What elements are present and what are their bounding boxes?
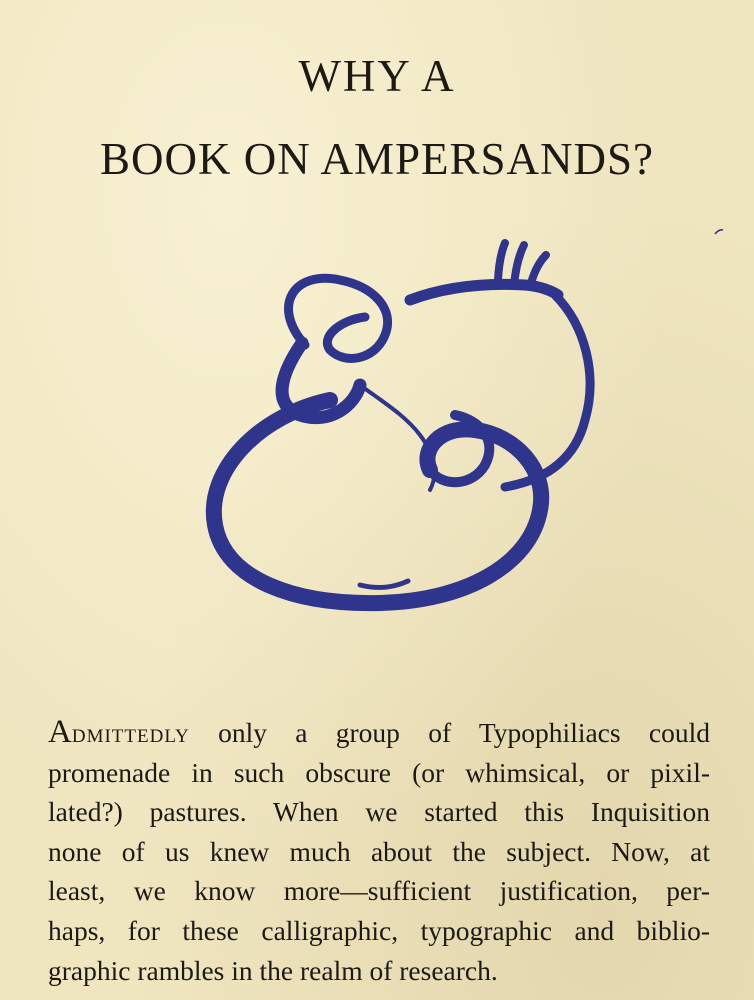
- ink-speck-icon: [714, 228, 724, 236]
- body-line-1: [48, 713, 710, 753]
- calligraphic-ampersand-icon: [180, 225, 610, 645]
- body-line-5: least, we know more—sufficient justification, per-: [48, 875, 710, 907]
- ampersand-flourish-2: [514, 245, 524, 285]
- ampersand-tail: [360, 581, 408, 588]
- body-line-2: promenade in such obscure (or whimsical, or pixil-: [48, 756, 710, 788]
- ampersand-lower-bowl: [214, 400, 541, 603]
- page-title-line-1: WHY A: [298, 51, 456, 101]
- body-line-7: graphic rambles in the realm of research.: [48, 954, 498, 986]
- body-paragraph: [48, 713, 710, 990]
- body-line-4: none of us knew much about the subject. Now, at: [48, 835, 710, 867]
- lead-smallcaps: dmittedly: [71, 717, 190, 748]
- body-line-3: lated?) pastures. When we started this Inquisition: [48, 796, 710, 828]
- ampersand-mid-hairline: [360, 385, 434, 490]
- drop-initial: A: [48, 714, 72, 750]
- body-line-6: haps, for these calligraphic, typographic and biblio-: [48, 914, 710, 946]
- page-title-line-2: BOOK ON AMPERSANDS?: [99, 134, 655, 184]
- line-1-rest: only a group of Typophiliacs could: [189, 717, 710, 748]
- ampersand-upper-sweep: [410, 284, 558, 300]
- ampersand-flourish-1: [498, 243, 505, 285]
